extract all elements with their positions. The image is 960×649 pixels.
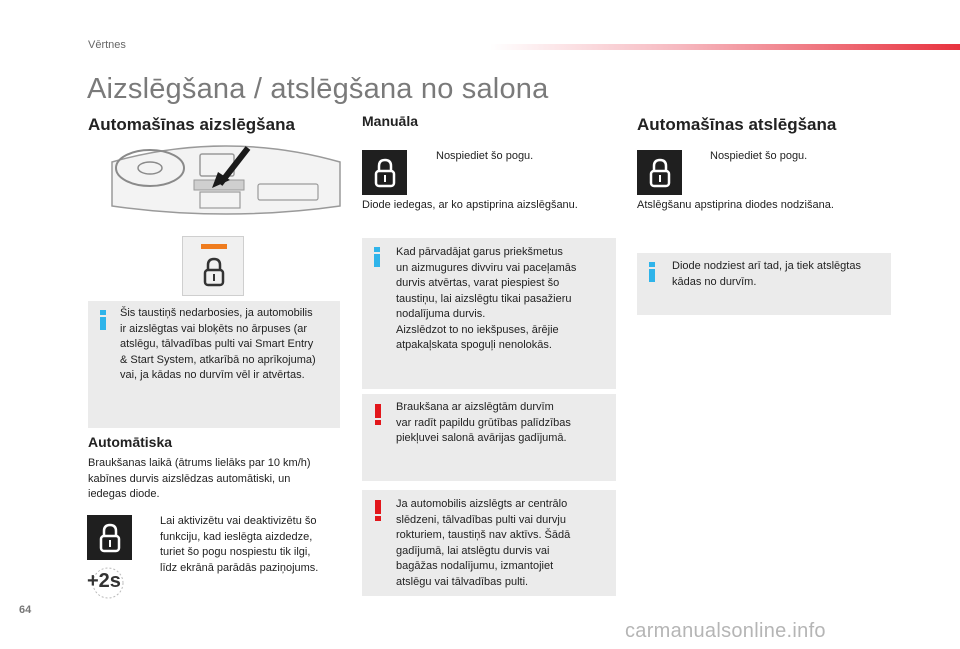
lock-button-illustration <box>182 236 244 296</box>
automatic-description <box>88 456 311 503</box>
info-line: Aizslēdzot to no iekšpuses, ārējie <box>396 323 559 336</box>
text-line: funkciju, kad ieslēgta aizdedze, <box>160 530 313 543</box>
warning-line: var radīt papildu grūtības palīdzības <box>396 416 571 429</box>
warning-line: Braukšana ar aizslēgtām durvīm <box>396 401 554 413</box>
badge-label: +2s <box>87 570 121 592</box>
info-line: vai, ja kādas no durvīm vēl ir atvērtas. <box>120 369 305 381</box>
section-label: Vērtnes <box>88 39 126 51</box>
warning-icon <box>375 500 381 521</box>
info-icon <box>649 262 655 282</box>
info-line: atpakaļskata spoguļi nenolokās. <box>396 339 552 351</box>
warning-line: piekļuvei salonā avārijas gadījumā. <box>396 432 567 444</box>
info-line: ir aizslēgtas vai bloķēts no ārpuses (ar <box>120 322 308 335</box>
info-line: durvis atvērtas, varat piespiest šo <box>396 277 560 289</box>
info-line: kādas no durvīm. <box>672 275 757 288</box>
info-line: Diode nodziest arī tad, ja tiek atslēgtas <box>672 260 861 272</box>
automatic-instruction <box>160 514 318 576</box>
info-box-locking <box>88 301 340 428</box>
text-line: iedegas diode. <box>88 488 160 500</box>
text-line: Lai aktivizētu vai deaktivizētu šo <box>160 515 317 527</box>
warning-line: slēdzeni, tālvadības pulti vai durvju <box>396 513 566 526</box>
led-indicator <box>201 244 227 249</box>
manual-instruction: Nospiediet šo pogu. <box>436 150 534 162</box>
hold-2s-badge <box>85 566 129 600</box>
warning-box-central-locking <box>362 490 616 596</box>
info-line: atslēgu, tālvadības pulti vai Smart Entry <box>120 338 314 350</box>
page-number: 64 <box>19 604 32 616</box>
manual-confirmation: Diode iedegas, ar ko apstiprina aizslēgšanu. <box>362 199 578 211</box>
unlock-instruction: Nospiediet šo pogu. <box>710 150 808 162</box>
warning-icon <box>375 404 381 425</box>
padlock-icon <box>374 158 396 188</box>
header-accent-bar <box>490 44 960 50</box>
heading-automatic: Automātiska <box>88 434 173 450</box>
padlock-icon <box>99 523 121 553</box>
warning-line: bagāžas nodalījumu, izmantojiet <box>396 560 554 572</box>
heading-locking: Automašīnas aizslēgšana <box>88 115 295 134</box>
padlock-icon <box>649 158 671 188</box>
info-box-unlocking <box>637 253 891 315</box>
warning-line: rokturiem, taustiņš nav aktīvs. Šādā <box>396 529 571 541</box>
info-box-manual <box>362 238 616 389</box>
text-line: turiet šo pogu nospiestu tik ilgi, <box>160 546 311 558</box>
warning-line: gadījumā, lai atslēgtu durvis vai <box>396 544 550 557</box>
info-line: Šis taustiņš nedarbosies, ja automobilis <box>120 307 313 319</box>
unlock-button-thumbnail <box>637 150 682 195</box>
text-line: līdz ekrānā parādās paziņojums. <box>160 561 319 574</box>
text-line: kabīnes durvis aizslēdzas automātiski, un <box>88 472 291 485</box>
info-line: & Start System, atkarībā no aprīkojuma) <box>120 353 316 366</box>
info-line: nodalījuma durvis. <box>396 308 486 320</box>
info-icon <box>100 310 106 330</box>
unlock-confirmation: Atslēgšanu apstiprina diodes nodzišana. <box>637 199 834 211</box>
info-icon <box>374 247 380 267</box>
lock-button-thumbnail <box>87 515 132 560</box>
warning-box-driving-locked <box>362 394 616 481</box>
page-title: Aizslēgšana / atslēgšana no salona <box>87 73 549 105</box>
lock-button-thumbnail <box>362 150 407 195</box>
padlock-icon <box>203 257 225 287</box>
info-line: Kad pārvadājat garus priekšmetus <box>396 246 563 258</box>
heading-unlocking: Automašīnas atslēgšana <box>637 115 837 134</box>
dashboard-illustration <box>108 140 344 220</box>
warning-line: atslēgu vai tālvadības pulti. <box>396 575 529 588</box>
info-line: un aizmugures divviru vai paceļamās <box>396 261 577 274</box>
text-line: Braukšanas laikā (ātrums lielāks par 10 km/h) <box>88 457 311 469</box>
heading-manual: Manuāla <box>362 113 419 129</box>
watermark: carmanualsonline.info <box>625 620 826 642</box>
info-line: taustiņu, lai aizslēgtu tikai pasažieru <box>396 292 572 305</box>
warning-line: Ja automobilis aizslēgts ar centrālo <box>396 498 568 510</box>
